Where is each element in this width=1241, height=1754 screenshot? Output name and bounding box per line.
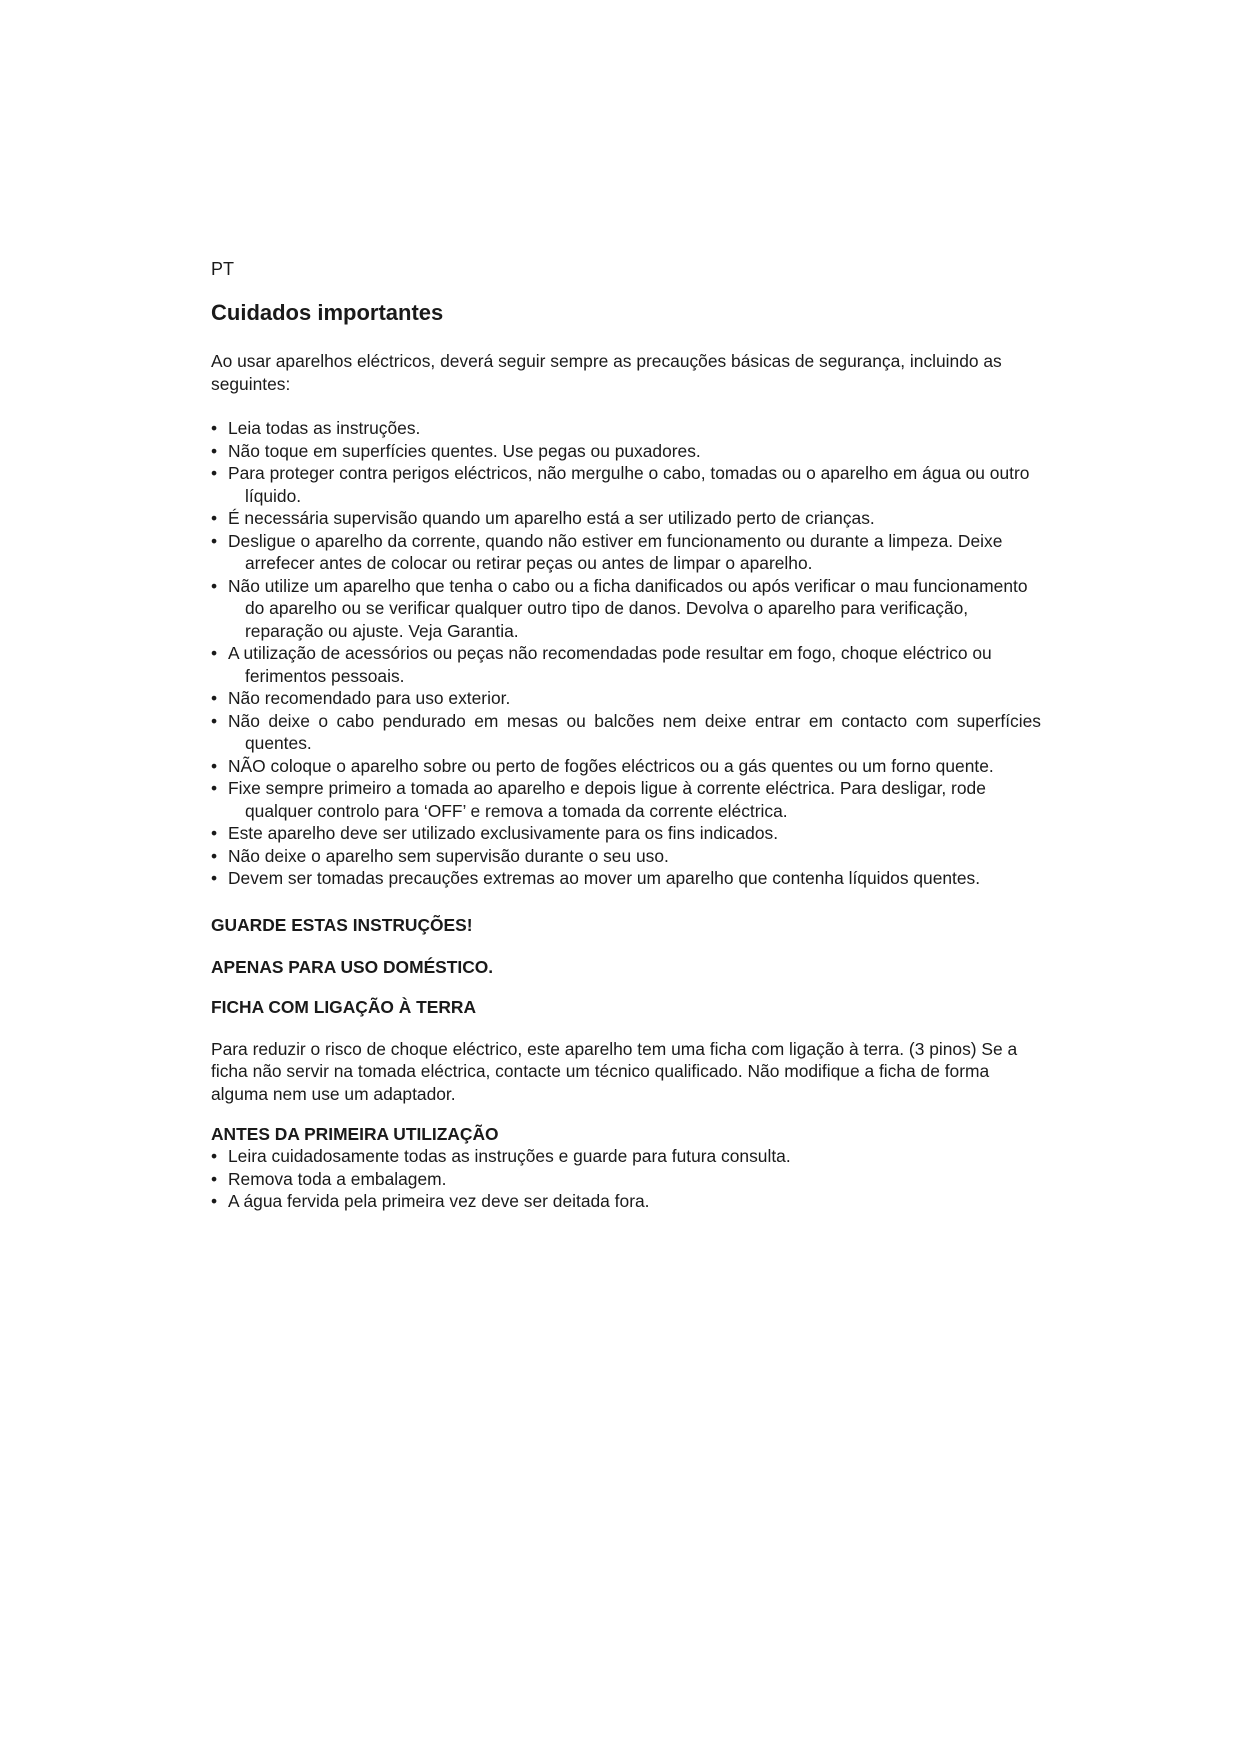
document-page [211,258,1041,1213]
list-item: • Remova toda a embalagem. [211,1168,447,1189]
list-item: • Não deixe o cabo pendurado em mesas ou balcões nem deixe entrar em contacto com superfícies quentes. [211,710,1041,753]
bullet-icon: • [211,1168,218,1189]
bullet-icon: • [211,868,218,888]
bullet-icon: • [211,463,218,483]
language-code: PT [211,259,235,279]
bullet-icon: • [211,688,218,708]
bullet-icon: • [211,710,218,731]
bullet-icon: • [211,778,218,798]
list-item: • Leira cuidadosamente todas as instruções e guarde para futura consulta. [211,1146,791,1166]
grounded-plug-paragraph: Para reduzir o risco de choque eléctrico, este aparelho tem uma ficha com ligação à terra. (3 pinos) Se a ficha não servir na tomada eléctrica, contacte um técnico qualificado. Não modifique a ficha de forma alguma nem use um adaptador. [211,1038,1018,1104]
bullet-icon: • [211,823,218,843]
first-use-heading: ANTES DA PRIMEIRA UTILIZAÇÃO [211,1124,499,1144]
list-item: • Leia todas as instruções. [211,418,421,438]
list-item: • Não toque em superfícies quentes. Use pegas ou puxadores. [211,440,701,461]
grounded-plug-heading: FICHA COM LIGAÇÃO À TERRA [211,996,477,1017]
list-item: • Não deixe o aparelho sem supervisão durante o seu uso. [211,845,669,866]
bullet-icon: • [211,440,218,461]
list-item: • Para proteger contra perigos eléctricos, não mergulhe o cabo, tomadas ou o aparelho em água ou outro líquido. [211,463,1030,506]
bullet-icon: • [211,418,218,438]
list-item: • A utilização de acessórios ou peças não recomendadas pode resultar em fogo, choque eléctrico ou ferimentos pessoais. [211,643,992,686]
bullet-icon: • [211,1191,218,1211]
bullet-icon: • [211,643,218,663]
bullet-icon: • [211,755,218,776]
save-instructions-heading: GUARDE ESTAS INSTRUÇÕES! [211,914,473,935]
list-item: • Fixe sempre primeiro a tomada ao aparelho e depois ligue à corrente eléctrica. Para desligar, rode qualquer controlo para ‘OFF’ e remova a tomada da corrente eléctrica. [211,778,986,821]
bullet-icon: • [211,575,218,596]
list-item: • É necessária supervisão quando um aparelho está a ser utilizado perto de crianças. [211,508,875,528]
bullet-icon: • [211,508,218,528]
first-use-list [211,1145,1041,1213]
bullet-icon: • [211,530,218,551]
bullet-icon: • [211,1146,218,1166]
list-item: • Devem ser tomadas precauções extremas ao mover um aparelho que contenha líquidos quentes. [211,868,981,888]
list-item: • Não utilize um aparelho que tenha o cabo ou a ficha danificados ou após verificar o mau funcionamento do aparelho ou se verificar qualquer outro tipo de danos. Devolva o aparelho para verificação, reparação ou ajuste. Veja Garantia. [211,575,1028,641]
list-item: • Este aparelho deve ser utilizado exclusivamente para os fins indicados. [211,823,779,843]
list-item: • A água fervida pela primeira vez deve ser deitada fora. [211,1191,650,1211]
bullet-icon: • [211,845,218,866]
safety-list [211,417,1041,890]
household-only-heading: APENAS PARA USO DOMÉSTICO. [211,956,494,977]
page-title: Cuidados importantes [211,300,444,325]
list-item: • Desligue o aparelho da corrente, quando não estiver em funcionamento ou durante a limpeza. Deixe arrefecer antes de colocar ou retirar peças ou antes de limpar o aparelho. [211,530,1003,573]
list-item: • NÃO coloque o aparelho sobre ou perto de fogões eléctricos ou a gás quentes ou um forno quente. [211,755,994,776]
list-item: • Não recomendado para uso exterior. [211,688,511,708]
intro-paragraph: Ao usar aparelhos eléctricos, deverá seguir sempre as precauções básicas de segurança, incluindo as seguintes: [211,351,1002,394]
